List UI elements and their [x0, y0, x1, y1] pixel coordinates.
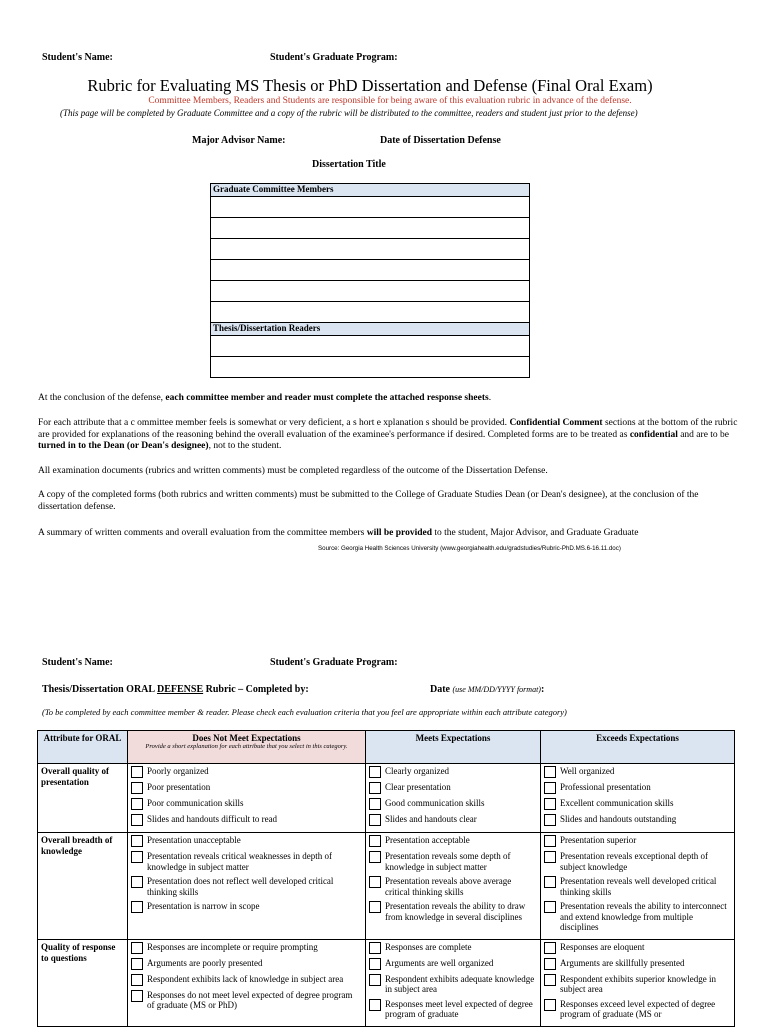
checkbox[interactable] [369, 835, 381, 847]
paragraph-summary: A summary of written comments and overall evaluation from the committee members will be provided to the student, Major Advisor, and Graduate Graduate [38, 528, 639, 538]
option-label: Presentation does not reflect well developed critical thinking skills [147, 876, 334, 897]
option-label: Good communication skills [385, 798, 485, 808]
checkbox[interactable] [131, 958, 143, 970]
rubric-instruction: (To be completed by each committee member & reader. Please check each evaluation criteria that you feel are appropriate within each attribute category) [42, 707, 567, 717]
exceeds-cell [541, 939, 735, 1026]
rubric-row-presentation [38, 764, 735, 833]
checkbox[interactable] [544, 766, 556, 778]
option-label: Poor presentation [147, 782, 211, 792]
dissertation-title-label: Dissertation Title [312, 159, 386, 170]
option-label: Presentation reveals critical weaknesses in depth of knowledge in subject matter [147, 851, 332, 872]
option-label: Responses are incomplete or require prompting [147, 941, 318, 952]
rubric-row-knowledge [38, 833, 735, 940]
checkbox[interactable] [544, 782, 556, 794]
rubric-completed-by: Thesis/Dissertation ORAL DEFENSE Rubric – Completed by: [42, 684, 309, 695]
option-label: Presentation is narrow in scope [147, 901, 260, 911]
rubric-row-questions [38, 939, 735, 1026]
option-label: Well organized [560, 766, 615, 776]
option-label: Responses exceed level expected of degree program of graduate (MS or [560, 998, 716, 1019]
meets-cell [366, 939, 541, 1026]
checkbox[interactable] [131, 990, 143, 1002]
option-label: Arguments are skillfully presented [560, 957, 685, 968]
page-title: Rubric for Evaluating MS Thesis or PhD Dissertation and Defense (Final Oral Exam) [87, 76, 653, 95]
option-label: Responses are complete [385, 941, 472, 952]
option-label: Respondent exhibits superior knowledge in subject area [560, 973, 716, 994]
checkbox[interactable] [369, 798, 381, 810]
option-label: Presentation acceptable [385, 835, 470, 845]
checkbox[interactable] [544, 876, 556, 888]
option-label: Respondent exhibits adequate knowledge in subject area [385, 973, 535, 994]
major-advisor-label: Major Advisor Name: [192, 135, 286, 146]
option-label: Poorly organized [147, 766, 209, 776]
option-label: Presentation reveals some depth of knowledge in subject matter [385, 851, 511, 872]
option-label: Presentation reveals exceptional depth of subject knowledge [560, 851, 708, 872]
option-label: Professional presentation [560, 782, 651, 792]
header-does-not-meet: Does Not Meet Expectations Provide a short explanation for each attribute that you select in this category. [128, 731, 366, 764]
checkbox[interactable] [131, 798, 143, 810]
checkbox[interactable] [369, 958, 381, 970]
option-label: Presentation reveals the ability to interconnect and extend knowledge from multiple disciplines [560, 901, 727, 932]
does-not-meet-cell [128, 939, 366, 1026]
paragraph-documents: All examination documents (rubrics and written comments) must be completed regardless of the outcome of the Dissertation Defense. [38, 466, 548, 476]
header-attribute: Attribute for ORAL [38, 731, 128, 764]
checkbox[interactable] [544, 974, 556, 986]
attribute-label: Overall quality of presentation [38, 764, 128, 833]
option-label: Poor communication skills [147, 798, 244, 808]
attribute-label: Quality of response to questions [38, 939, 128, 1026]
completion-note: (This page will be completed by Graduate Committee and a copy of the rubric will be distributed to the committee, readers and student just prior to the defense) [60, 108, 638, 118]
option-label: Arguments are well organized [385, 957, 494, 968]
readers-header: Thesis/Dissertation Readers [211, 323, 530, 336]
defense-date-label: Date of Dissertation Defense [380, 135, 501, 146]
option-label: Slides and handouts difficult to read [147, 814, 278, 824]
paragraph-conclusion: At the conclusion of the defense, each committee member and reader must complete the attached response sheets. [38, 393, 492, 403]
option-label: Presentation unacceptable [147, 835, 241, 845]
option-label: Respondent exhibits lack of knowledge in subject area [147, 973, 344, 984]
graduate-program-label: Student's Graduate Program: [270, 52, 398, 63]
option-label: Slides and handouts outstanding [560, 814, 677, 824]
exceeds-cell [541, 833, 735, 940]
student-name-label-2: Student's Name: [42, 657, 113, 668]
checkbox[interactable] [544, 851, 556, 863]
oral-defense-rubric-table [37, 730, 735, 1027]
committee-member-row[interactable] [211, 302, 530, 323]
option-label: Responses meet level expected of degree program of graduate [385, 998, 533, 1019]
committee-member-row[interactable] [211, 197, 530, 218]
checkbox[interactable] [544, 942, 556, 954]
paragraph-attribute-explanation: For each attribute that a c ommittee member feels is somewhat or very deficient, a s hort e xplanation s should be provided. Confidential Comment sections at the bottom of the rubric are provided for explanations of the reasoning behind the overall evaluation of the examinee's performance if desired. Completed forms are to be treated as confidential and are to be turned in to the Dean (or Dean's designee), not to the student. [38, 418, 738, 451]
checkbox[interactable] [544, 835, 556, 847]
attribute-label: Overall breadth of knowledge [38, 833, 128, 940]
exceeds-cell [541, 764, 735, 833]
committee-member-row[interactable] [211, 260, 530, 281]
option-label: Presentation reveals the ability to draw from knowledge in several disciplines [385, 901, 526, 922]
checkbox[interactable] [369, 766, 381, 778]
option-label: Presentation reveals well developed critical thinking skills [560, 876, 717, 897]
option-label: Arguments are poorly presented [147, 957, 263, 968]
checkbox[interactable] [369, 814, 381, 826]
checkbox[interactable] [544, 798, 556, 810]
paragraph-copy: A copy of the completed forms (both rubrics and written comments) must be submitted to the College of Graduate Studies Dean (or Dean's designee), at the conclusion of the dissertation defense. [38, 490, 699, 512]
committee-header: Graduate Committee Members [211, 184, 530, 197]
option-label: Slides and handouts clear [385, 814, 477, 824]
committee-member-row[interactable] [211, 239, 530, 260]
header-meets: Meets Expectations [366, 731, 541, 764]
meets-cell [366, 833, 541, 940]
option-label: Clear presentation [385, 782, 451, 792]
checkbox[interactable] [131, 782, 143, 794]
checkbox[interactable] [369, 942, 381, 954]
checkbox[interactable] [369, 782, 381, 794]
header-exceeds: Exceeds Expectations [541, 731, 735, 764]
checkbox[interactable] [131, 851, 143, 863]
checkbox[interactable] [131, 876, 143, 888]
option-label: Presentation superior [560, 835, 637, 845]
checkbox[interactable] [544, 999, 556, 1011]
checkbox[interactable] [131, 835, 143, 847]
checkbox[interactable] [131, 974, 143, 986]
checkbox[interactable] [131, 901, 143, 913]
checkbox[interactable] [369, 999, 381, 1011]
reader-row[interactable] [211, 336, 530, 357]
option-label: Clearly organized [385, 766, 450, 776]
checkbox[interactable] [544, 958, 556, 970]
committee-table [210, 183, 530, 378]
meets-cell [366, 764, 541, 833]
checkbox[interactable] [369, 901, 381, 913]
option-label: Responses are eloquent [560, 941, 645, 952]
reader-row[interactable] [211, 357, 530, 378]
checkbox[interactable] [369, 851, 381, 863]
does-not-meet-cell [128, 764, 366, 833]
committee-member-row[interactable] [211, 281, 530, 302]
date-label: Date (use MM/DD/YYYY format): [430, 684, 545, 695]
checkbox[interactable] [544, 814, 556, 826]
option-label: Responses do not meet level expected of degree program of graduate (MS or PhD) [147, 989, 353, 1010]
option-label: Excellent communication skills [560, 798, 674, 808]
checkbox[interactable] [131, 942, 143, 954]
responsibility-note: Committee Members, Readers and Students are responsible for being aware of this evaluation rubric in advance of the defense. [148, 96, 632, 106]
checkbox[interactable] [369, 876, 381, 888]
source-citation: Source: Georgia Health Sciences University (www.georgiahealth.edu/gradstudies/Rubric-PhD.MS.6-16.11.doc) [318, 545, 621, 552]
checkbox[interactable] [131, 814, 143, 826]
checkbox[interactable] [369, 974, 381, 986]
committee-member-row[interactable] [211, 218, 530, 239]
does-not-meet-cell [128, 833, 366, 940]
option-label: Presentation reveals above average critical thinking skills [385, 876, 512, 897]
checkbox[interactable] [131, 766, 143, 778]
student-name-label: Student's Name: [42, 52, 113, 63]
checkbox[interactable] [544, 901, 556, 913]
graduate-program-label-2: Student's Graduate Program: [270, 657, 398, 668]
